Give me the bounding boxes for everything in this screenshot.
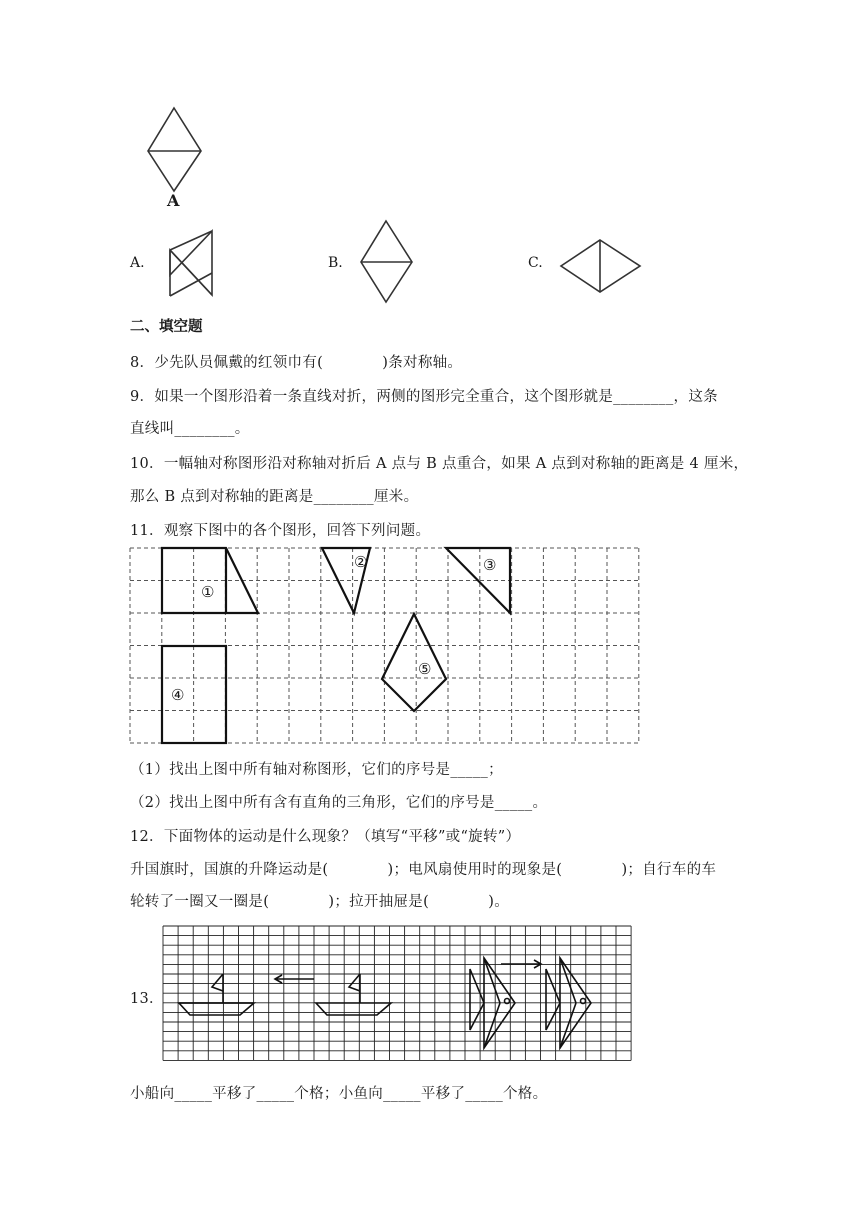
question-10-line1: 10．一幅轴对称图形沿对称轴对折后 A 点与 B 点重合，如果 A 点到对称轴的距离是 4 厘米， xyxy=(130,456,749,472)
q7-option-a-label[interactable]: A. xyxy=(130,255,145,271)
question-11-sub2: （2）找出上图中所有含有直角的三角形，它们的序号是_____。 xyxy=(130,795,548,811)
q7-figure-label: A xyxy=(167,191,180,210)
question-13-answer: 小船向_____平移了_____个格；小鱼向_____平移了_____个格。 xyxy=(130,1086,548,1102)
shape-4-label: ④ xyxy=(171,686,185,704)
question-11-stem: 11．观察下图中的各个图形，回答下列问题。 xyxy=(130,523,431,539)
question-12-line2: 轮转了一圈又一圈是( )；拉开抽屉是( )。 xyxy=(130,894,510,910)
question-9-line2: 直线叫________。 xyxy=(130,421,250,437)
shape-1-label: ① xyxy=(201,583,215,601)
question-10-line2: 那么 B 点到对称轴的距离是________厘米。 xyxy=(130,489,419,505)
question-8: 8．少先队员佩戴的红领巾有( )条对称轴。 xyxy=(130,355,463,371)
boat-left xyxy=(179,974,254,1015)
shape-3-label: ③ xyxy=(483,556,497,574)
question-13-number: 13． xyxy=(130,991,164,1007)
question-11-sub1: （1）找出上图中所有轴对称图形，它们的序号是_____； xyxy=(130,762,503,778)
shape-5-label: ⑤ xyxy=(418,660,432,678)
boat-right xyxy=(316,974,391,1015)
question-12-line1: 升国旗时，国旗的升降运动是( )；电风扇使用时的现象是( )；自行车的车 xyxy=(130,862,717,878)
shape-2-label: ② xyxy=(354,553,368,571)
q7-option-b-label[interactable]: B. xyxy=(328,255,343,271)
question-12-stem: 12．下面物体的运动是什么现象？（填写“平移”或“旋转”） xyxy=(130,829,521,845)
q7-option-c-label[interactable]: C. xyxy=(528,255,543,271)
section-title: 二、填空题 xyxy=(130,319,203,335)
question-9-line1: 9．如果一个图形沿着一条直线对折，两侧的图形完全重合，这个图形就是________，这条 xyxy=(130,389,718,405)
